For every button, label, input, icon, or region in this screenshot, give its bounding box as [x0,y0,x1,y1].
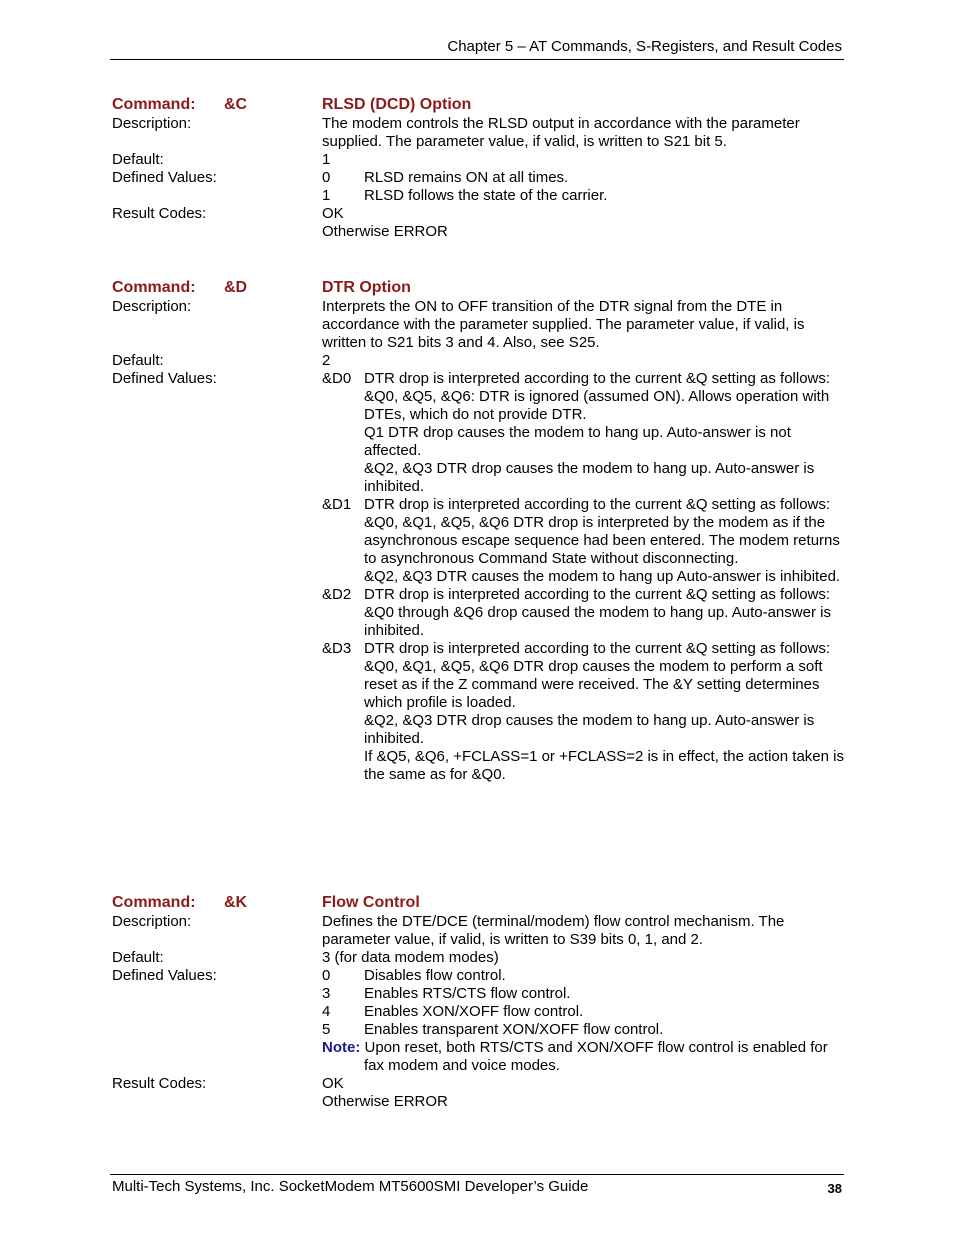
defined-values-label: Defined Values: [112,967,217,984]
default-row [112,151,844,169]
command-title: RLSD (DCD) Option [322,96,472,113]
command-section-c [112,96,844,241]
default-value: 3 (for data modem modes) [322,949,499,966]
command-heading [112,894,844,913]
page-header-chapter: Chapter 5 – AT Commands, S-Registers, and Result Codes [447,38,842,55]
list-item: 0 Disables flow control. [322,967,506,984]
defined-values-row [112,169,844,205]
list-item: &D1 DTR drop is interpreted according to the current &Q setting as follows: &Q0, &Q1, &Q5, &Q6 DTR drop is interpreted by the modem as if the asynchronous escape sequence had been entered. The modem returns to asynchronous Command State without disconnecting. &Q2, &Q3 DTR causes the modem to hang up Auto-answer is inhibited. [322,496,841,585]
list-item: 4 Enables XON/XOFF flow control. [322,1003,584,1020]
command-section-k [112,894,844,1111]
list-item: 0 RLSD remains ON at all times. [322,169,569,186]
command-code: &D [224,279,248,296]
list-item: &D2 DTR drop is interpreted according to the current &Q setting as follows: &Q0 through &Q6 drop caused the modem to hang up. Auto-answer is inhibited. [322,586,831,639]
footer-title: Multi-Tech Systems, Inc. SocketModem MT5600SMI Developer’s Guide [112,1178,589,1195]
description-text: Defines the DTE/DCE (terminal/modem) flow control mechanism. The parameter value, if valid, is written to S39 bits 0, 1, and 2. [322,913,785,948]
command-label: Command: [112,96,196,113]
command-label: Command: [112,279,196,296]
result-codes-row [112,1075,844,1111]
default-row [112,949,844,967]
list-item: &D0 DTR drop is interpreted according to the current &Q setting as follows: &Q0, &Q5, &Q6: DTR is ignored (assumed ON). Allows operation with DTEs, which do not provide DTR. Q1 DTR drop causes the modem to hang up. Auto-answer is not affected. &Q2, &Q3 DTR drop causes the modem to hang up. Auto-answer is inhibited. [322,370,831,495]
default-label: Default: [112,352,164,369]
defined-values-list [322,370,844,784]
page-number: 38 [827,1181,842,1196]
command-code: &K [224,894,248,911]
result-code: OK [322,205,344,222]
list-item: &D3 DTR drop is interpreted according to the current &Q setting as follows: &Q0, &Q1, &Q5, &Q6 DTR drop causes the modem to perform a soft reset as if the Z command were received. The &Y setting determines which profile is loaded. &Q2, &Q3 DTR drop causes the modem to hang up. Auto-answer is inhibited. If &Q5, &Q6, +FCLASS=1 or +FCLASS=2 is in effect, the action taken is the same as for &Q0. [322,640,844,783]
description-row [112,913,844,949]
note [322,1039,844,1075]
description-label: Description: [112,913,192,930]
command-section-d [112,279,844,784]
command-heading [112,96,844,115]
note-label: Note: [322,1039,361,1056]
defined-values-label: Defined Values: [112,370,217,387]
command-title: Flow Control [322,894,420,911]
note-text: Upon reset, both RTS/CTS and XON/XOFF flow control is enabled for fax modem and voice modes. [364,1039,828,1074]
command-code: &C [224,96,248,113]
description-row [112,115,844,151]
default-row [112,352,844,370]
result-codes-label: Result Codes: [112,205,207,222]
description-row [112,298,844,352]
result-code: Otherwise ERROR [322,1093,448,1110]
result-codes-list [322,205,844,241]
command-title: DTR Option [322,279,411,296]
default-value: 1 [322,151,331,168]
list-item: 5 Enables transparent XON/XOFF flow control. [322,1021,664,1038]
description-label: Description: [112,115,192,132]
command-heading [112,279,844,298]
description-text: The modem controls the RLSD output in accordance with the parameter supplied. The parameter value, if valid, is written to S21 bit 5. [322,115,800,150]
result-codes-list [322,1075,844,1111]
result-code: Otherwise ERROR [322,223,448,240]
description-text: Interprets the ON to OFF transition of the DTR signal from the DTE in accordance with the parameter supplied. The parameter value, if valid, is written to S21 bits 3 and 4. Also, see S25. [322,298,805,351]
default-label: Default: [112,151,164,168]
defined-values-label: Defined Values: [112,169,217,186]
list-item: 1 RLSD follows the state of the carrier. [322,187,608,204]
result-code: OK [322,1075,344,1092]
defined-values-row [112,370,844,784]
default-label: Default: [112,949,164,966]
result-codes-row [112,205,844,241]
command-label: Command: [112,894,196,911]
defined-values-list [322,169,844,205]
footer-rule [110,1174,844,1175]
description-label: Description: [112,298,192,315]
defined-values-row [112,967,844,1075]
list-item: 3 Enables RTS/CTS flow control. [322,985,571,1002]
result-codes-label: Result Codes: [112,1075,207,1092]
default-value: 2 [322,352,331,369]
defined-values-list [322,967,844,1075]
header-rule [110,59,844,60]
